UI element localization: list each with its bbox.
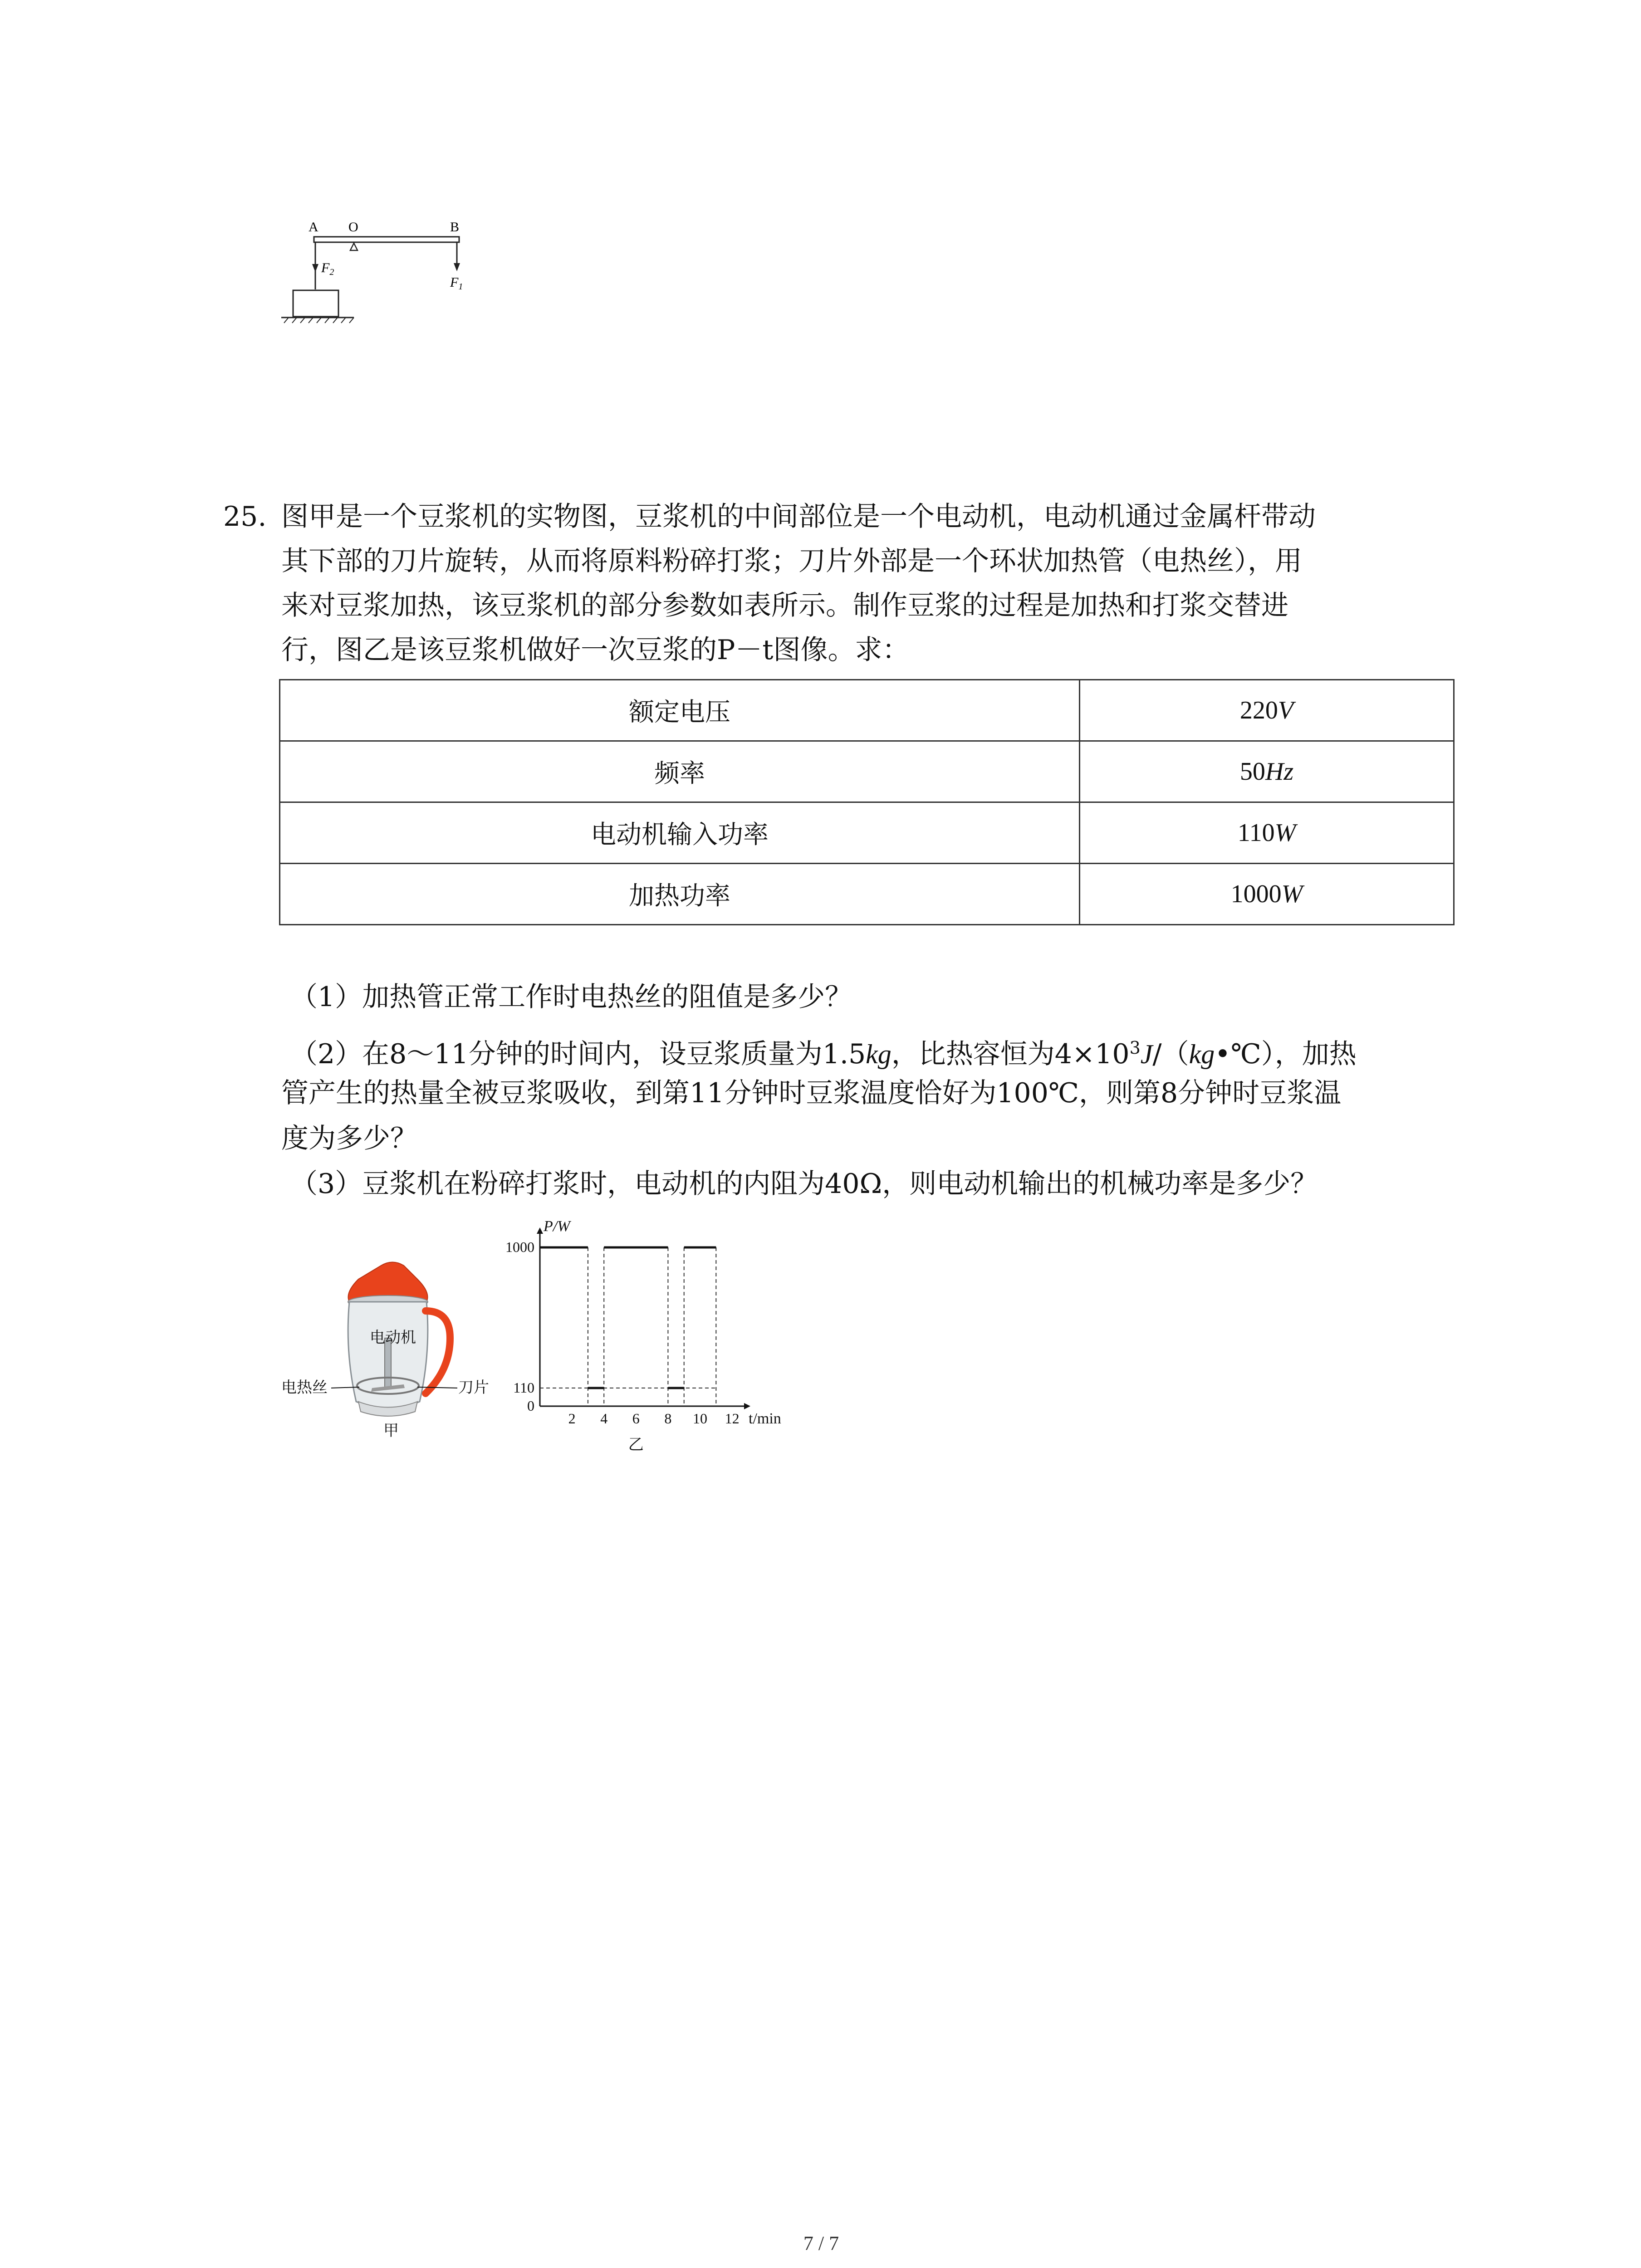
force-f2-label: $F_2$ — [321, 260, 334, 277]
x-tick-label: 10 — [693, 1410, 707, 1427]
figure-caption-jia: 甲 — [383, 1422, 399, 1440]
force-f1-label: $F_1$ — [450, 275, 463, 292]
y-tick-label: 110 — [513, 1379, 534, 1396]
param-name: 电动机输入功率 — [280, 802, 1080, 864]
x-axis-arrow-icon — [744, 1403, 750, 1409]
chart-svg — [490, 1207, 808, 1479]
soymilk-machine-figure — [281, 1252, 508, 1470]
param-name: 频率 — [280, 741, 1080, 802]
lever-figure — [272, 213, 508, 367]
power-time-chart — [490, 1207, 808, 1479]
force-f1-arrow-icon — [454, 263, 460, 271]
table-row — [280, 802, 1454, 864]
x-tick-label: 12 — [725, 1410, 740, 1427]
blade-leader-line — [417, 1387, 457, 1388]
origin-tick-label: 0 — [527, 1398, 534, 1414]
heater-label: 电热丝 — [281, 1378, 328, 1397]
sub-question-2-line-3: 度为多少？ — [281, 1123, 417, 1154]
param-value: 50Hz — [1080, 741, 1454, 802]
question-line-4: 行，图乙是该豆浆机做好一次豆浆的P－t图像。求： — [281, 634, 910, 666]
param-value: 110W — [1080, 802, 1454, 864]
question-number: 25. — [223, 501, 267, 533]
soymilk-machine-illustration — [281, 1252, 508, 1470]
lever-label-o: O — [348, 220, 358, 235]
sub-question-2-line-2: 管产生的热量全被豆浆吸收，到第11分钟时豆浆温度恰好为100℃，则第8分钟时豆浆温 — [281, 1077, 1342, 1109]
lever-label-a: A — [309, 220, 318, 235]
lever-bar — [314, 237, 459, 242]
chart-caption: 乙 — [628, 1436, 644, 1454]
table-row — [280, 864, 1454, 925]
x-tick-label: 6 — [632, 1410, 640, 1427]
force-f2-arrow-icon — [312, 264, 318, 272]
x-tick-label: 8 — [664, 1410, 672, 1427]
param-name: 加热功率 — [280, 864, 1080, 925]
y-axis-label: P/W — [544, 1218, 570, 1235]
table-row — [280, 680, 1454, 741]
table-row — [280, 741, 1454, 802]
motor-label: 电动机 — [370, 1329, 416, 1347]
y-axis-arrow-icon — [537, 1227, 543, 1234]
x-tick-label: 2 — [568, 1410, 576, 1427]
question-line-3: 来对豆浆加热，该豆浆机的部分参数如表所示。制作豆浆的过程是加热和打浆交替进 — [281, 590, 1288, 621]
blade-label: 刀片 — [458, 1378, 489, 1397]
param-value: 220V — [1080, 680, 1454, 741]
question-line-2: 其下部的刀片旋转，从而将原料粉碎打浆；刀片外部是一个环状加热管（电热丝），用 — [281, 545, 1302, 577]
param-value: 1000W — [1080, 864, 1454, 925]
lever-diagram — [272, 213, 508, 367]
fulcrum-icon — [350, 243, 358, 250]
sub-question-3: （3）豆浆机在粉碎打浆时，电动机的内阻为40Ω，则电动机输出的机械功率是多少？ — [290, 1168, 1318, 1200]
y-tick-label: 1000 — [505, 1239, 534, 1255]
page-number: 7 / 7 — [803, 2232, 839, 2254]
param-name: 额定电压 — [280, 680, 1080, 741]
sub-question-1: （1）加热管正常工作时电热丝的阻值是多少？ — [290, 981, 852, 1013]
parameter-table — [279, 679, 1455, 925]
x-axis-label: t/min — [749, 1410, 781, 1427]
lever-label-b: B — [450, 220, 460, 235]
ground-hatching — [284, 318, 354, 323]
x-tick-label: 4 — [600, 1410, 608, 1427]
question-line-1: 图甲是一个豆浆机的实物图，豆浆机的中间部位是一个电动机，电动机通过金属杆带动 — [281, 501, 1316, 533]
weight-block — [293, 290, 338, 317]
machine-handle — [426, 1311, 450, 1393]
sub-question-2-line-1: （2）在8～11分钟的时间内，设豆浆质量为1.5kg，比热容恒为$4\times 10^3J/(kg•℃)$，加热 — [290, 1038, 1357, 1070]
